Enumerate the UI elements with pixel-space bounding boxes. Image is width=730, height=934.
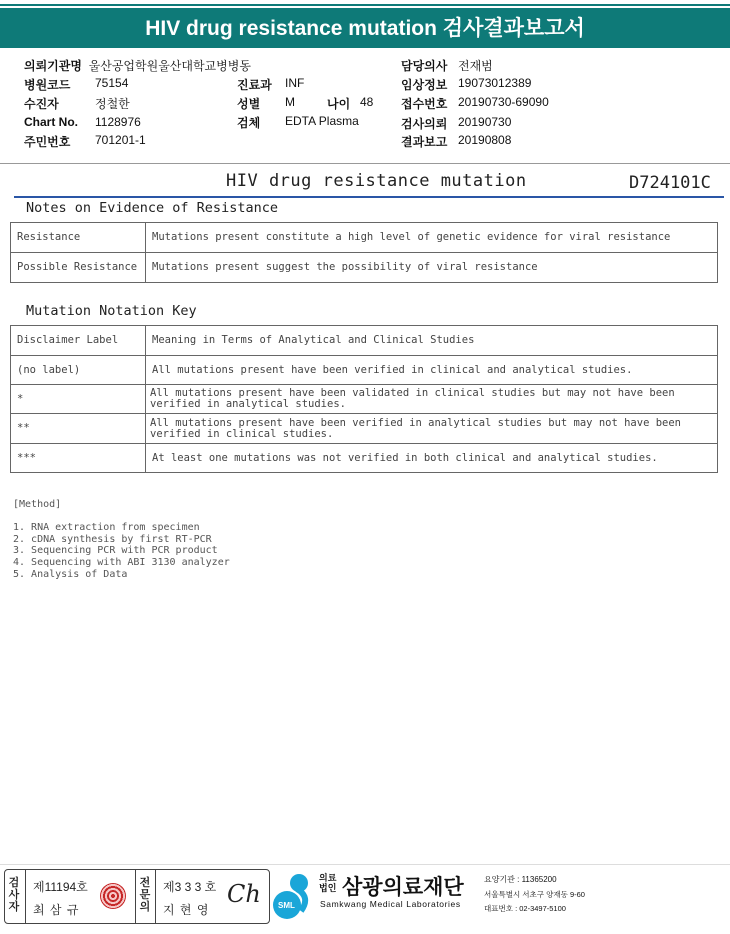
method-heading: [Method] — [13, 499, 62, 510]
table-row — [11, 356, 718, 385]
doctor-value: 전재범 — [458, 59, 493, 73]
specialist-label — [138, 877, 152, 913]
specialist-license: 제3 3 3 호 — [163, 880, 217, 894]
sex-label: 성별 — [237, 97, 261, 111]
age-label: 나이 — [327, 97, 351, 111]
divider — [155, 870, 156, 923]
footer-divider — [0, 864, 730, 865]
notation-label: * — [11, 385, 146, 414]
title-underline — [14, 196, 724, 198]
age-value: 48 — [360, 95, 374, 109]
resident-no-label: 주민번호 — [24, 135, 71, 149]
divider — [135, 870, 136, 923]
method-step: 4. Sequencing with ABI 3130 analyzer — [13, 556, 230, 568]
inspector-name: 최 삼 규 — [33, 903, 80, 917]
department-value: INF — [285, 76, 305, 90]
notation-label: *** — [11, 444, 146, 473]
report-header-title: HIV drug resistance mutation 검사결과보고서 — [0, 8, 730, 48]
table-header-row — [11, 326, 718, 356]
clinical-info-value: 19073012389 — [458, 76, 532, 90]
specialist-name: 지 현 영 — [163, 903, 210, 917]
sml-logo-icon — [271, 871, 317, 921]
patient-name-value: 정철한 — [95, 97, 130, 111]
column-header: Meaning in Terms of Analytical and Clinical Studies — [146, 326, 718, 356]
notation-text: All mutations present have been verified in clinical and analytical studies. — [146, 356, 718, 385]
report-code: D724101C — [629, 173, 711, 193]
table-row — [11, 385, 718, 414]
method-step: 1. RNA extraction from specimen — [13, 522, 200, 534]
report-date-label: 결과보고 — [401, 135, 448, 149]
inspector-label — [7, 877, 21, 913]
logo-abbreviation: SML — [278, 901, 295, 910]
signature: Ch — [227, 880, 261, 908]
org-address: 서울특별시 서초구 양재동 9-60 — [484, 890, 585, 899]
chart-no-label: Chart No. — [24, 115, 78, 129]
method-step: 2. cDNA synthesis by first RT-PCR — [13, 533, 212, 545]
receipt-no-value: 20190730-69090 — [458, 95, 549, 109]
top-border-line — [0, 4, 730, 6]
evidence-label: Possible Resistance — [11, 253, 146, 283]
evidence-text: Mutations present constitute a high level of genetic evidence for viral resistance — [146, 223, 718, 253]
chart-no-value: 1128976 — [95, 115, 141, 129]
notation-label: (no label) — [11, 356, 146, 385]
table-row — [11, 223, 718, 253]
hospital-code-row: 병원코드 — [24, 78, 71, 92]
request-date-label: 검사의뢰 — [401, 117, 448, 131]
inspector-seal — [100, 883, 126, 909]
inspector-label-text: 검사자 — [8, 877, 20, 913]
notation-text: At least one mutations was not verified in both clinical and analytical studies. — [146, 444, 718, 473]
patient-name-label: 수진자 — [24, 97, 59, 111]
org-english-name: Samkwang Medical Laboratories — [320, 899, 461, 909]
resident-no-value: 701201-1 — [95, 133, 146, 147]
notation-heading: Mutation Notation Key — [26, 303, 197, 319]
header-divider — [0, 163, 730, 164]
specimen-label: 검체 — [237, 116, 261, 130]
signature-box — [4, 869, 270, 924]
clinical-info-label: 임상정보 — [401, 78, 448, 92]
report-date-value: 20190808 — [458, 133, 512, 147]
institution-row: 의뢰기관명 울산공업학원울산대학교병병동 — [24, 59, 251, 73]
divider — [25, 870, 26, 923]
table-row — [11, 444, 718, 473]
evidence-table — [10, 222, 718, 283]
method-step: 5. Analysis of Data — [13, 568, 128, 580]
table-row — [11, 253, 718, 283]
department-label: 진료과 — [237, 78, 272, 92]
org-name: 삼광의료재단 — [342, 876, 464, 899]
hospital-code-value: 75154 — [95, 76, 129, 90]
receipt-no-label: 접수번호 — [401, 97, 448, 111]
evidence-text: Mutations present suggest the possibility of viral resistance — [146, 253, 718, 283]
specialist-label-text: 전문의 — [139, 877, 151, 913]
sex-value: M — [285, 95, 295, 109]
care-institution-number: 요양기관 : 11365200 — [484, 875, 557, 884]
table-row — [11, 414, 718, 444]
report-title: HIV drug resistance mutation — [226, 171, 527, 191]
request-date-value: 20190730 — [458, 115, 512, 129]
method-section — [13, 499, 230, 580]
specimen-value: EDTA Plasma — [285, 114, 359, 128]
notation-table — [10, 325, 718, 473]
evidence-label: Resistance — [11, 223, 146, 253]
notation-text: All mutations present have been validated in clinical studies but may not have been verified in analytical studies. — [146, 385, 718, 414]
org-phone: 대표번호 : 02-3497-5100 — [484, 904, 566, 913]
org-prefix: 의료법인 — [319, 873, 337, 893]
doctor-label: 담당의사 — [401, 59, 448, 73]
evidence-heading: Notes on Evidence of Resistance — [26, 200, 278, 216]
notation-label: ** — [11, 414, 146, 444]
method-step: 3. Sequencing PCR with PCR product — [13, 545, 218, 557]
notation-text: All mutations present have been verified in analytical studies but may not have been verified in clinical studies. — [146, 414, 718, 444]
inspector-license: 제11194호 — [33, 880, 88, 894]
column-header: Disclaimer Label — [11, 326, 146, 356]
